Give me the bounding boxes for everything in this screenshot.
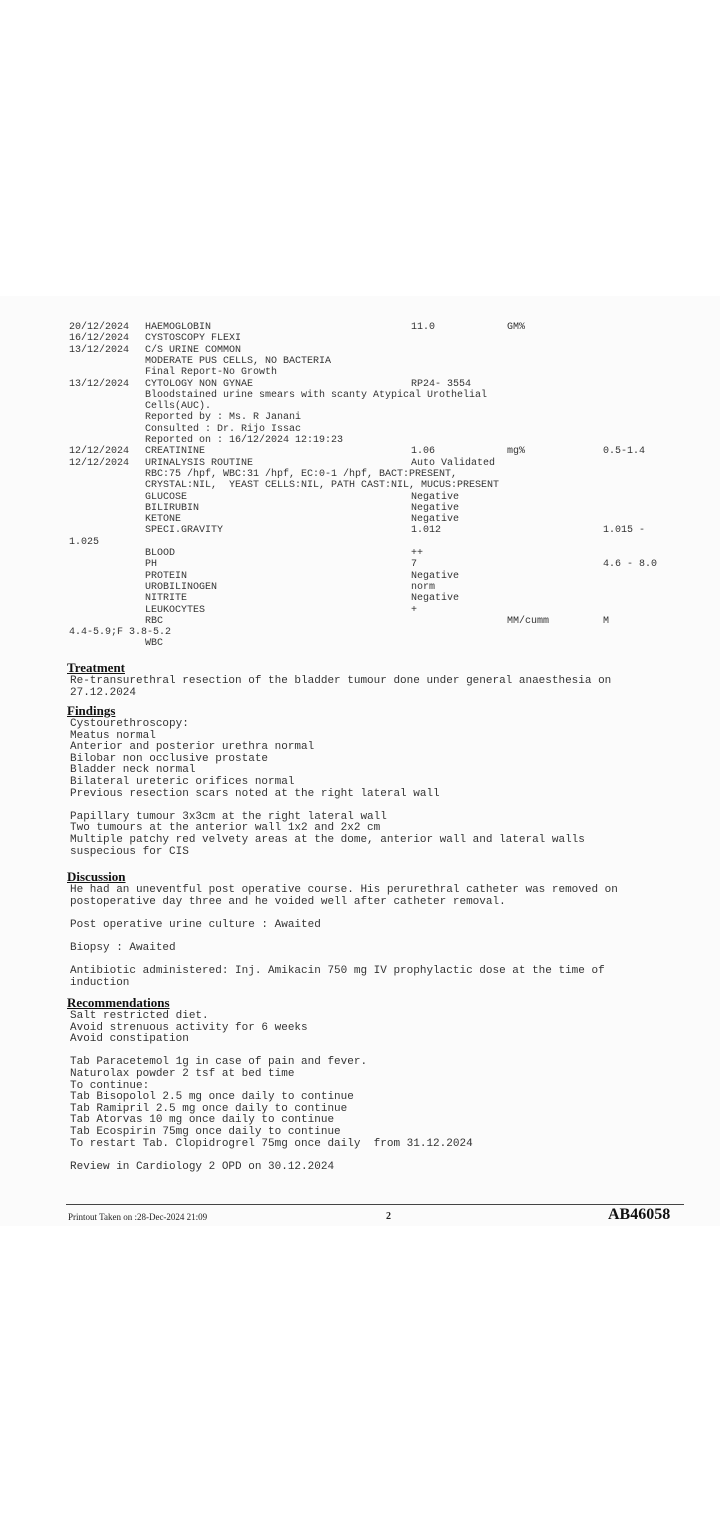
- findings-line: suspecious for CIS: [70, 845, 189, 858]
- lab-test: CYTOLOGY NON GYNAE: [145, 378, 254, 390]
- lab-row: [0, 401, 720, 412]
- lab-test: RBC:75 /hpf, WBC:31 /hpf, EC:0-1 /hpf, BACT:PRESENT,: [145, 468, 458, 480]
- findings-line: Cystourethroscopy:: [70, 718, 189, 730]
- findings-line: Multiple patchy red velvety areas at the dome, anterior wall and lateral walls: [70, 834, 585, 846]
- lab-row: [0, 480, 720, 491]
- lab-row: [0, 605, 720, 616]
- lab-row: [0, 458, 720, 469]
- recommendations-line: Salt restricted diet.: [70, 1010, 209, 1022]
- printout-timestamp: Printout Taken on :28-Dec-2024 21:09: [68, 1212, 208, 1222]
- lab-range: 0.5-1.4: [603, 446, 646, 458]
- recommendations-line: Tab Ramipril 2.5 mg once daily to continue: [70, 1102, 348, 1115]
- lab-date: 4.4-5.9;F 3.8-5.2: [69, 627, 172, 639]
- lab-test: URINALYSIS ROUTINE: [145, 457, 254, 469]
- lab-value: 1.012: [411, 525, 442, 537]
- lab-row: [0, 548, 720, 559]
- lab-test: SPECI.GRAVITY: [145, 525, 224, 537]
- lab-test: Final Report-No Growth: [145, 367, 278, 379]
- lab-test: BLOOD: [145, 548, 176, 559]
- lab-value: 11.0: [411, 322, 436, 333]
- page-number: 2: [386, 1211, 391, 1222]
- lab-row: [0, 638, 720, 649]
- lab-row: [0, 333, 720, 344]
- recommendations-line: Avoid constipation: [70, 1033, 189, 1046]
- findings-line: Papillary tumour 3x3cm at the right lateral wall: [70, 810, 387, 823]
- lab-value: +: [411, 604, 418, 616]
- lab-row: [0, 390, 720, 401]
- lab-row: [0, 322, 720, 333]
- recommendations-line: Naturolax powder 2 tsf at bed time: [70, 1068, 295, 1080]
- lab-row: [0, 345, 720, 356]
- discussion-line: induction: [70, 976, 130, 989]
- lab-test: Bloodstained urine smears with scanty Atypical Urothelial: [145, 389, 488, 401]
- lab-test: GLUCOSE: [145, 491, 188, 503]
- document-id: AB46058: [608, 1206, 671, 1223]
- lab-date: 13/12/2024: [69, 378, 130, 390]
- findings-line: Anterior and posterior urethra normal: [70, 741, 315, 754]
- lab-test: NITRITE: [145, 593, 188, 605]
- lab-test: Reported by : Ms. R Janani: [145, 412, 302, 424]
- lab-test: CREATININE: [145, 446, 206, 458]
- recommendations-line: Tab Ecospirin 75mg once daily to continue: [70, 1126, 341, 1138]
- lab-value: Negative: [411, 593, 460, 605]
- lab-row: [0, 356, 720, 367]
- lab-row: [0, 571, 720, 582]
- discussion-line: He had an uneventful post operative course. His perurethral catheter was removed on: [70, 884, 618, 896]
- lab-row: [0, 616, 720, 627]
- lab-test: WBC: [145, 638, 164, 650]
- lab-row: [0, 492, 720, 503]
- lab-row: [0, 446, 720, 457]
- lab-row: [0, 367, 720, 378]
- lab-date: 12/12/2024: [69, 446, 130, 458]
- lab-row: [0, 435, 720, 446]
- lab-row: [0, 559, 720, 570]
- background-top: [0, 0, 720, 295]
- discussion-line: postoperative day three and he voided well after catheter removal.: [70, 895, 506, 908]
- lab-value: 1.06: [411, 446, 436, 458]
- lab-row: [0, 627, 720, 638]
- lab-value: Auto Validated: [411, 457, 496, 469]
- lab-row: [0, 593, 720, 604]
- findings-line: Previous resection scars noted at the right lateral wall: [70, 787, 440, 800]
- findings-line: Two tumours at the anterior wall 1x2 and 2x2 cm: [70, 822, 381, 835]
- lab-range: 4.6 - 8.0: [603, 559, 658, 571]
- lab-value: Negative: [411, 502, 460, 514]
- lab-date: 16/12/2024: [69, 333, 130, 345]
- lab-value: ++: [411, 548, 424, 559]
- lab-value: Negative: [411, 514, 460, 526]
- discussion-heading: Discussion: [67, 869, 126, 884]
- lab-row: [0, 514, 720, 525]
- treatment-line: 27.12.2024: [70, 686, 137, 699]
- lab-test: MODERATE PUS CELLS, NO BACTERIA: [145, 355, 332, 367]
- lab-row: [0, 469, 720, 480]
- findings-line: Bilateral ureteric orifices normal: [70, 776, 295, 788]
- lab-test: LEUKOCYTES: [145, 604, 206, 616]
- lab-row: [0, 412, 720, 423]
- lab-row: [0, 582, 720, 593]
- lab-date: 12/12/2024: [69, 457, 130, 469]
- findings-heading: Findings: [67, 703, 116, 718]
- lab-range: 1.015 -: [603, 525, 646, 537]
- lab-date: 1.025: [69, 536, 100, 548]
- discussion-line: Antibiotic administered: Inj. Amikacin 750 mg IV prophylactic dose at the time of: [70, 965, 605, 978]
- lab-row: [0, 503, 720, 514]
- footer-divider: [66, 1204, 684, 1205]
- lab-test: KETONE: [145, 514, 182, 526]
- findings-line: Bilobar non occlusive prostate: [70, 752, 269, 765]
- discussion-line: Biopsy : Awaited: [70, 942, 176, 954]
- lab-date: 13/12/2024: [69, 344, 130, 356]
- lab-unit: mg%: [507, 446, 526, 458]
- lab-value: Negative: [411, 491, 460, 503]
- lab-test: RBC: [145, 615, 164, 627]
- lab-value: RP24- 3554: [411, 378, 472, 390]
- lab-test: C/S URINE COMMON: [145, 344, 242, 356]
- lab-test: PH: [145, 559, 158, 571]
- recommendations-line: Review in Cardiology 2 OPD on 30.12.2024: [70, 1160, 335, 1173]
- findings-line: Bladder neck normal: [70, 764, 196, 777]
- discussion-line: Post operative urine culture : Awaited: [70, 918, 321, 931]
- lab-test: CRYSTAL:NIL, YEAST CELLS:NIL, PATH CAST:NIL, MUCUS:PRESENT: [145, 480, 500, 492]
- lab-range: M: [603, 615, 610, 627]
- recommendations-line: To continue:: [70, 1079, 150, 1092]
- recommendations-line: Tab Paracetemol 1g in case of pain and fever.: [70, 1056, 368, 1069]
- lab-row: [0, 379, 720, 390]
- lab-unit: MM/cumm: [507, 615, 550, 627]
- lab-test: Consulted : Dr. Rijo Issac: [145, 423, 302, 435]
- lab-row: [0, 537, 720, 548]
- lab-date: 20/12/2024: [69, 322, 130, 333]
- treatment-line: Re-transurethral resection of the bladder tumour done under general anaesthesia on: [70, 675, 612, 687]
- lab-test: Cells(AUC).: [145, 401, 212, 413]
- lab-test: HAEMOGLOBIN: [145, 322, 212, 333]
- recommendations-heading: Recommendations: [67, 995, 170, 1010]
- lab-test: PROTEIN: [145, 570, 188, 582]
- lab-test: BILIRUBIN: [145, 502, 200, 514]
- lab-test: CYSTOSCOPY FLEXI: [145, 333, 242, 345]
- lab-value: 7: [411, 559, 418, 571]
- lab-test: UROBILINOGEN: [145, 581, 218, 593]
- recommendations-line: Tab Atorvas 10 mg once daily to continue: [70, 1114, 335, 1127]
- lab-value: Negative: [411, 570, 460, 582]
- lab-row: [0, 525, 720, 536]
- recommendations-line: Avoid strenuous activity for 6 weeks: [70, 1021, 308, 1034]
- findings-line: Meatus normal: [70, 729, 156, 742]
- lab-value: norm: [411, 581, 436, 593]
- treatment-heading: Treatment: [67, 660, 125, 675]
- lab-row: [0, 424, 720, 435]
- lab-unit: GM%: [507, 322, 526, 333]
- lab-test: Reported on : 16/12/2024 12:19:23: [145, 435, 344, 446]
- recommendations-line: Tab Bisopolol 2.5 mg once daily to continue: [70, 1091, 354, 1104]
- recommendations-line: To restart Tab. Clopidrogrel 75mg once daily from 31.12.2024: [70, 1137, 473, 1150]
